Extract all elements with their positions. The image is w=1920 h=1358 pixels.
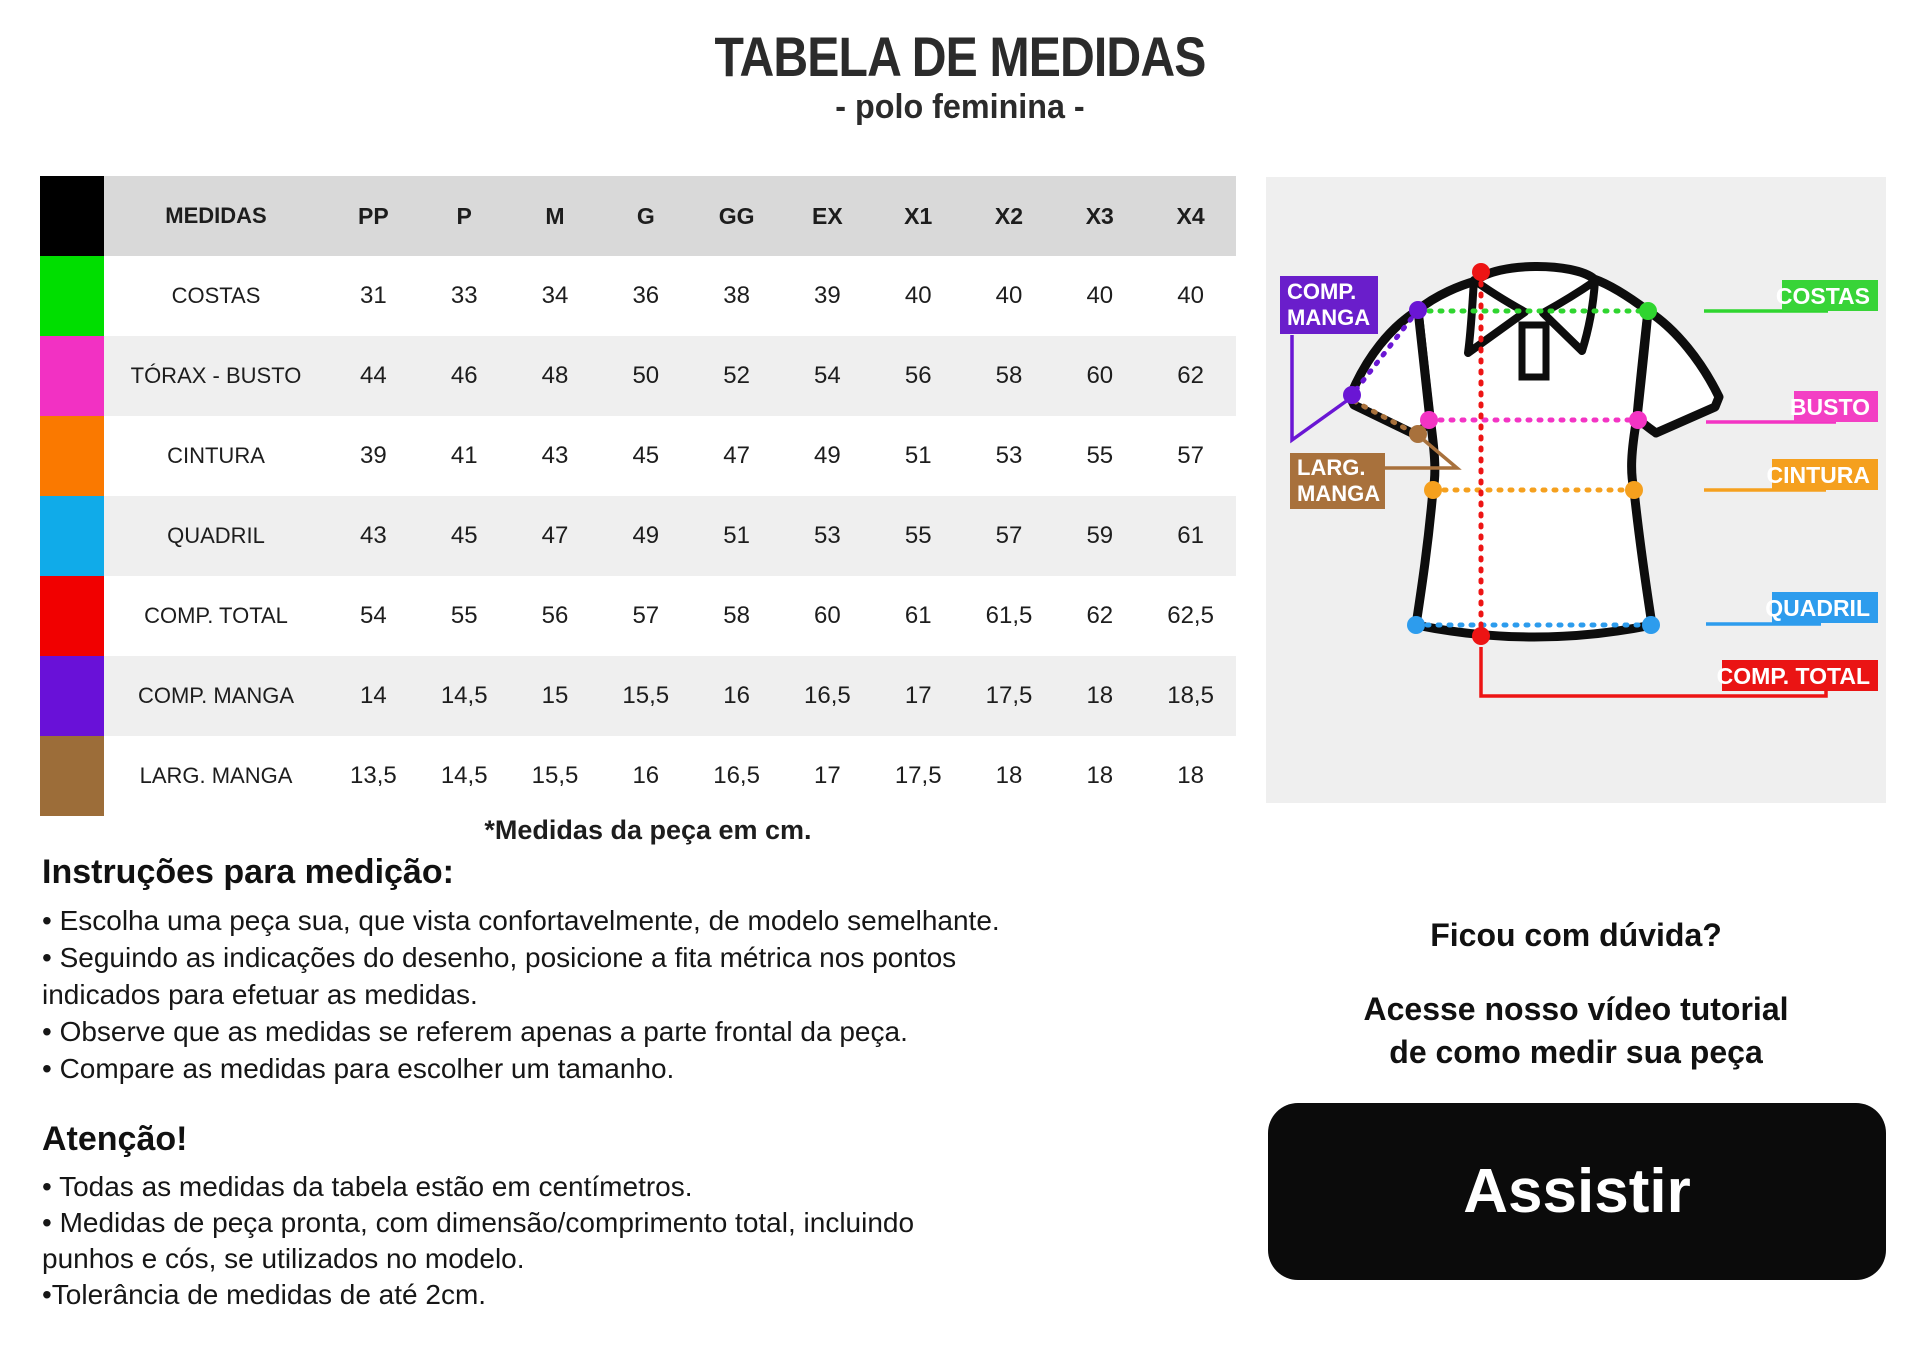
svg-text:QUADRIL: QUADRIL [1765, 595, 1870, 621]
cell: 53 [995, 442, 1023, 469]
quadril-right-dot [1642, 616, 1660, 634]
cell: 44 [328, 336, 419, 416]
cell: 16 [691, 656, 782, 736]
comp-manga-sleeve-dot [1343, 386, 1361, 404]
larg-manga-cuff-dot [1409, 425, 1427, 443]
cell: 45 [632, 442, 660, 469]
instruction-line: • Observe que as medidas se referem apenas a parte frontal da peça. [42, 1016, 908, 1047]
cell: 47 [723, 442, 750, 469]
page-title: TABELA DE MEDIDAS [714, 25, 1206, 88]
cell: 58 [723, 602, 750, 629]
row-color-swatch [40, 656, 104, 736]
attention-line: • Todas as medidas da tabela estão em centímetros. [42, 1171, 693, 1202]
shirt-placket [1522, 325, 1546, 377]
cell: 14,5 [440, 762, 488, 789]
svg-text:LARG.: LARG. [1297, 455, 1366, 480]
table-row [40, 496, 1236, 576]
cell: 55 [873, 496, 964, 576]
label-larg-manga [1290, 453, 1385, 509]
cell: 14 [328, 656, 419, 736]
row-label: CINTURA [167, 443, 265, 468]
shirt-right-sleeve [1637, 311, 1719, 433]
instructions-section [42, 853, 1042, 1087]
busto-left-dot [1420, 411, 1438, 429]
attention-line: punhos e cós, se utilizados no modelo. [42, 1243, 525, 1274]
column-header-medidas: MEDIDAS [104, 176, 328, 256]
label-busto [1790, 391, 1878, 422]
cell: 49 [814, 442, 841, 469]
cell: 17 [814, 762, 841, 789]
cell: 18 [1054, 656, 1145, 736]
help-text-line2: de como medir sua peça [1389, 1034, 1763, 1070]
cell: 40 [995, 282, 1023, 309]
attention-line: •Tolerância de medidas de até 2cm. [42, 1279, 487, 1310]
cell: 31 [360, 282, 387, 309]
cell: 56 [541, 602, 569, 629]
label-quadril [1765, 592, 1878, 623]
column-header-size: G [600, 176, 691, 256]
cell: 48 [510, 336, 601, 416]
cell: 17,5 [894, 762, 942, 789]
table-row [40, 656, 1236, 736]
polo-shirt-diagram [1266, 177, 1886, 803]
svg-text:COMP.: COMP. [1287, 279, 1357, 304]
cell: 34 [541, 282, 569, 309]
help-text [1266, 988, 1886, 1074]
column-header-size: X2 [964, 176, 1055, 256]
table-row [40, 336, 1236, 416]
row-color-swatch [40, 336, 104, 416]
cell: 36 [632, 282, 660, 309]
cell: 16 [632, 762, 660, 789]
cell: 49 [600, 496, 691, 576]
cell: 61,5 [985, 602, 1033, 629]
cell: 62 [1086, 602, 1114, 629]
cell: 40 [1086, 282, 1114, 309]
comp-total-top-dot [1472, 263, 1490, 281]
svg-text:MANGA: MANGA [1287, 305, 1371, 330]
cell: 59 [1054, 496, 1145, 576]
cell: 60 [1054, 336, 1145, 416]
row-label: COMP. MANGA [104, 656, 328, 736]
row-color-swatch [40, 576, 104, 656]
costas-shoulder-dot [1639, 302, 1657, 320]
row-label: COSTAS [171, 283, 261, 308]
cell: 54 [360, 602, 387, 629]
cell: 62,5 [1167, 602, 1214, 629]
busto-right-dot [1629, 411, 1647, 429]
comp-total-bottom-dot [1472, 627, 1490, 645]
row-label: QUADRIL [104, 496, 328, 576]
column-header-size: X3 [1054, 176, 1145, 256]
attention-section [42, 1120, 1042, 1313]
instructions-heading: Instruções para medição: [42, 853, 454, 891]
row-color-swatch [40, 256, 104, 336]
size-chart-table [40, 176, 1236, 816]
cell: 33 [450, 282, 478, 309]
svg-text:BUSTO: BUSTO [1789, 394, 1870, 420]
table-footnote: *Medidas da peça em cm. [484, 815, 812, 845]
cell: 39 [814, 282, 841, 309]
row-color-swatch [40, 416, 104, 496]
cell: 61 [904, 602, 932, 629]
table-row [40, 736, 1236, 816]
column-header-size: X4 [1145, 176, 1236, 256]
cell: 17,5 [964, 656, 1055, 736]
column-header-size: M [510, 176, 601, 256]
svg-text:COMP. TOTAL: COMP. TOTAL [1716, 663, 1870, 689]
label-costas [1776, 280, 1878, 311]
cell: 16,5 [713, 762, 760, 789]
instruction-line: • Escolha uma peça sua, que vista confortavelmente, de modelo semelhante. [42, 905, 1000, 936]
column-header-size: EX [782, 176, 873, 256]
table-header-row [40, 176, 1236, 256]
comp-manga-connector [1292, 335, 1352, 440]
cell: 47 [510, 496, 601, 576]
cell: 58 [964, 336, 1055, 416]
cell: 14,5 [419, 656, 510, 736]
cell: 41 [450, 442, 478, 469]
cell: 13,5 [350, 762, 397, 789]
table-row [40, 256, 1236, 336]
svg-text:CINTURA: CINTURA [1766, 462, 1870, 488]
row-label: COMP. TOTAL [144, 603, 288, 628]
cell: 18 [995, 762, 1023, 789]
cell: 15,5 [531, 762, 579, 789]
instruction-line: • Seguindo as indicações do desenho, posicione a fita métrica nos pontos [42, 942, 957, 973]
svg-text:MANGA: MANGA [1297, 481, 1381, 506]
cell: 53 [782, 496, 873, 576]
header-color-swatch [40, 176, 104, 256]
cell: 18 [1177, 762, 1204, 789]
column-header-size: P [419, 176, 510, 256]
watch-video-button[interactable]: Assistir [1268, 1103, 1886, 1280]
label-comp-manga [1280, 276, 1378, 334]
help-text-line1: Acesse nosso vídeo tutorial [1363, 991, 1789, 1027]
cell: 40 [1177, 282, 1204, 309]
cell: 55 [450, 602, 478, 629]
cintura-right-dot [1625, 481, 1643, 499]
cell: 43 [541, 442, 569, 469]
cell: 39 [360, 442, 387, 469]
cell: 17 [873, 656, 964, 736]
cell: 57 [1177, 442, 1204, 469]
cell: 18,5 [1145, 656, 1236, 736]
measurement-diagram-panel [1266, 177, 1886, 803]
cell: 51 [904, 442, 932, 469]
table-row [40, 416, 1236, 496]
column-header-size: PP [328, 176, 419, 256]
label-comp-total [1717, 660, 1878, 691]
cell: 52 [691, 336, 782, 416]
cintura-left-dot [1424, 481, 1442, 499]
cell: 60 [814, 602, 841, 629]
attention-heading: Atenção! [42, 1120, 188, 1158]
help-question: Ficou com dúvida? [1430, 917, 1722, 953]
row-color-swatch [40, 496, 104, 576]
attention-line: • Medidas de peça pronta, com dimensão/comprimento total, incluindo [42, 1207, 915, 1238]
column-header-size: X1 [873, 176, 964, 256]
quadril-left-dot [1407, 616, 1425, 634]
comp-manga-shoulder-dot [1409, 301, 1427, 319]
cell: 16,5 [782, 656, 873, 736]
cell: 46 [419, 336, 510, 416]
cell: 54 [782, 336, 873, 416]
cell: 62 [1145, 336, 1236, 416]
cell: 57 [632, 602, 660, 629]
cell: 15 [510, 656, 601, 736]
column-header-size: GG [691, 176, 782, 256]
label-cintura [1767, 459, 1879, 490]
table-row [40, 576, 1236, 656]
cell: 18 [1086, 762, 1114, 789]
cell: 50 [600, 336, 691, 416]
page-subtitle: - polo feminina - [835, 88, 1085, 126]
cell: 55 [1086, 442, 1114, 469]
row-label: LARG. MANGA [139, 763, 293, 788]
row-color-swatch [40, 736, 104, 816]
cell: 45 [419, 496, 510, 576]
cell: 57 [964, 496, 1055, 576]
cell: 40 [904, 282, 932, 309]
cell: 38 [723, 282, 750, 309]
svg-text:COSTAS: COSTAS [1775, 283, 1870, 309]
cell: 51 [691, 496, 782, 576]
cell: 56 [873, 336, 964, 416]
row-label: TÓRAX - BUSTO [104, 336, 328, 416]
cell: 15,5 [600, 656, 691, 736]
cell: 61 [1145, 496, 1236, 576]
instruction-line: • Compare as medidas para escolher um tamanho. [42, 1053, 675, 1084]
cell: 43 [328, 496, 419, 576]
instruction-line: indicados para efetuar as medidas. [42, 979, 478, 1010]
